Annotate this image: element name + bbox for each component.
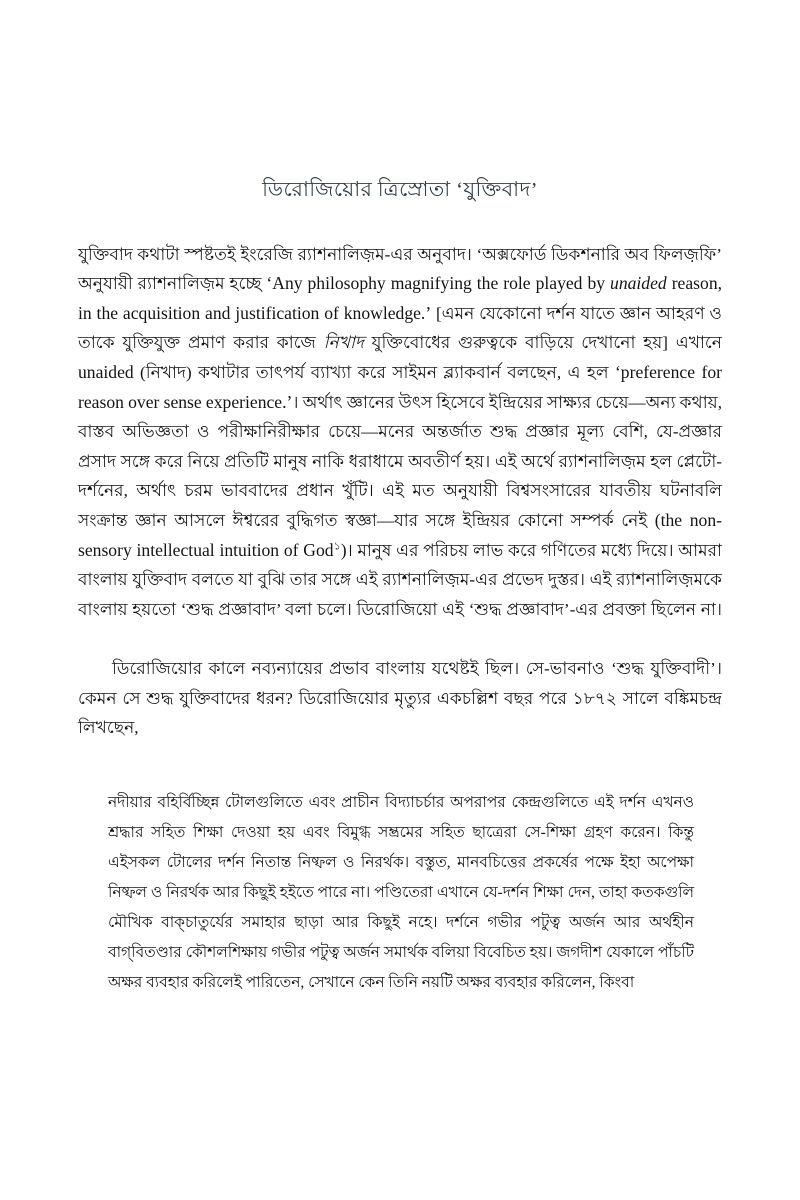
text-run-en: ‘Any philosophy magnifying the role played by [266, 273, 611, 294]
text-run-en: (the non-sensory intellectual intuition of God [78, 509, 722, 560]
text-run-sup: ১ [333, 539, 341, 552]
text-run-en: reason, in the acquisition and justification of knowledge.’ [78, 273, 723, 323]
text-run-en-i: unaided [610, 273, 667, 294]
text-run-en: unaided [78, 362, 134, 382]
paragraph-2: ডিরোজিয়োর কালে নব্যন্যায়ের প্রভাব বাংলায় যথেষ্টই ছিল। সে-ভাবনাও ‘শুদ্ধ যুক্তিবাদী’। কেমন সে শুদ্ধ যুক্তিবাদের ধরন? ডিরোজিয়োর মৃত্যুর একচল্লিশ বছর পরে ১৮৭২ সালে বঙ্কিমচন্দ্র লিখছেন, [78, 658, 722, 738]
body-text [78, 240, 722, 773]
page-title: ডিরোজিয়োর ত্রিস্রোতা ‘যুক্তিবাদ’ [262, 179, 538, 201]
page-content [78, 0, 722, 998]
text-run-en: ) [340, 539, 347, 560]
paragraph-1: যুক্তিবাদ কথাটা স্পষ্টতই ইংরেজি র‍্যাশনালিজ়ম-এর অনুবাদ। ‘অক্সফোর্ড ডিকশনারি অব ফিলজ়ফি’ অনুযায়ী র‍্যাশনালিজ়ম হচ্ছে ‘Any philosophy magnifying the role played by unaided reason, in the acquisition and justification of knowledge.’ [এমন যেকোনো দর্শন যাতে জ্ঞান আহরণ ও তাকে যুক্তিযুক্ত প্রমাণ করার কাজে নিখাদ যুক্তিবোধের গুরুত্বকে বাড়িয়ে দেখানো হয়] এখানে unaided (নিখাদ) কথাটার তাৎপর্য ব্যাখ্যা করে সাইমন ব্ল্যাকবার্ন বলছেন, এ হল ‘preference for reason over sense experience.’। অর্থাৎ জ্ঞানের উৎস হিসেবে ইন্দ্রিয়ের সাক্ষ্যর চেয়ে—অন্য কথায়, বাস্তব অভিজ্ঞতা ও পরীক্ষানিরীক্ষার চেয়ে—মনের অন্তর্জাত শুদ্ধ প্রজ্ঞার মূল্য বেশি, যে-প্রজ্ঞার প্রসাদ সঙ্গে করে নিয়ে প্রতিটি মানুষ নাকি ধরাধামে অবতীর্ণ হয়। এই অর্থে র‍্যাশনালিজ়ম হল প্লেটো-দর্শনের, অর্থাৎ চরম ভাববাদের প্রধান খুঁটি। এই মত অনুযায়ী বিশ্বসংসারের যাবতীয় ঘটনাবলি সংক্রান্ত জ্ঞান আসলে ঈশ্বরের বুদ্ধিগত স্বজ্ঞা—যার সঙ্গে ইন্দ্রিয়র কোনো সম্পর্ক নেই (the non-sensory intellectual intuition of God$^১$)। মানুষ এর পরিচয় লাভ করে গণিতের মধ্যে দিয়ে। আমরা বাংলায় যুক্তিবাদ বলতে যা বুঝি তার সঙ্গে এই র‍্যাশনালিজ়ম-এর প্রভেদ দুস্তর। এই র‍্যাশনালিজ়মকে বাংলায় হয়তো ‘শুদ্ধ প্রজ্ঞাবাদ’ বলা চলে। ডিরোজিয়ো এই ‘শুদ্ধ প্রজ্ঞাবাদ’-এর প্রবক্তা ছিলেন না। [78, 244, 723, 619]
text-run-bn-i: নিখাদ [323, 333, 364, 353]
blockquote-text: নদীয়ার বহির্বিচ্ছিন্ন টোলগুলিতে এবং প্রাচীন বিদ্যাচর্চার অপরাপর কেন্দ্রগুলিতে এই দর্শন এখনও শ্রদ্ধার সহিত শিক্ষা দেওয়া হয় এবং বিমুগ্ধ সম্ভ্রমের সহিত ছাত্রেরা সে-শিক্ষা গ্রহণ করেন। কিন্তু এইসকল টোলের দর্শন নিতান্ত নিষ্ফল ও নিরর্থক। বস্তুত, মানবচিত্তের প্রকর্ষের পক্ষে ইহা অপেক্ষা নিষ্ফল ও নিরর্থক আর কিছুই হইতে পারে না। পণ্ডিতেরা এখানে যে-দর্শন শিক্ষা দেন, তাহা কতকগুলি মৌখিক বাক্‌চাতুর্যের সমাহার ছাড়া আর কিছুই নহে। দর্শনে গভীর পটুত্ব অর্জন আর অর্থহীন বাগ্‌বিতণ্ডার কৌশলশিক্ষায় গভীর পটুত্ব অর্জন সমার্থক বলিয়া বিবেচিত হয়। জগদীশ যেকালে পাঁচটি অক্ষর ব্যবহার করিলেই পারিতেন, সেখানে কেন তিনি নয়টি অক্ষর ব্যবহার করিলেন, কিংবা [108, 794, 694, 992]
text-run-en: ‘preference for reason over sense experience.’ [78, 362, 722, 412]
blockquote-container [108, 788, 694, 998]
